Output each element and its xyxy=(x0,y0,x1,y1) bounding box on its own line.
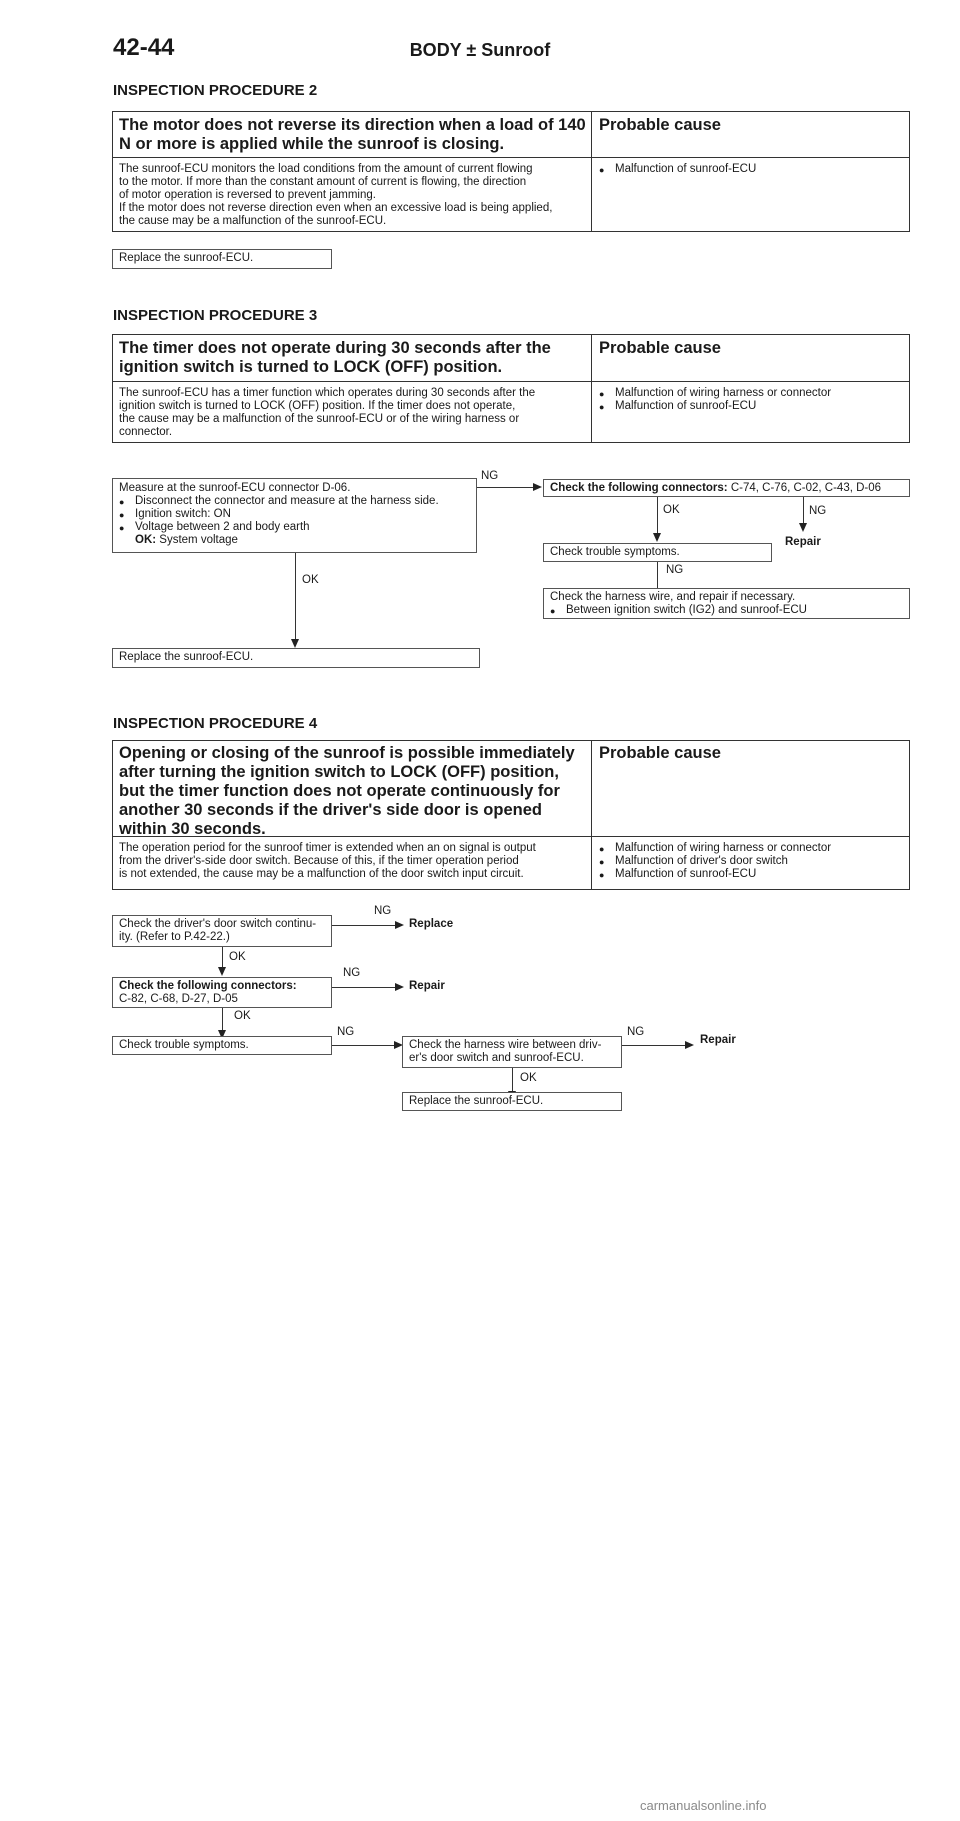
proc4-desc-line: from the driver's-side door switch. Because of this, if the timer operation period xyxy=(119,855,519,867)
proc4-cause-heading: Probable cause xyxy=(599,744,721,762)
proc4-check-door-box xyxy=(112,915,332,947)
proc4-desc-line: is not extended, the cause may be a malfunction of the door switch input circuit. xyxy=(119,868,524,880)
proc2-symptom-line1: The motor does not reverse its direction when a load of 140 xyxy=(119,116,586,134)
proc3-symptom xyxy=(119,339,589,377)
proc4-harness-line: er's door switch and sunroof-ECU. xyxy=(409,1052,584,1064)
proc3-harness-box xyxy=(543,588,910,619)
proc2-desc-line: the cause may be a malfunction of the sunroof-ECU. xyxy=(119,215,387,227)
proc4-check-conn-label: Check the following connectors: xyxy=(119,980,297,992)
proc3-harness-item: ● Between ignition switch (IG2) and sunroof-ECU xyxy=(550,604,903,617)
proc3-ok-label-1: OK xyxy=(663,504,680,516)
proc4-check-door-line: Check the driver's door switch continu- xyxy=(119,918,317,930)
proc3-ok-label-2: OK xyxy=(302,574,319,586)
proc4-ok-label-2: OK xyxy=(234,1010,251,1022)
proc3-symptom-line2: ignition switch is turned to LOCK (OFF) position. xyxy=(119,358,503,376)
proc4-symptom xyxy=(119,744,589,839)
proc4-causes xyxy=(599,842,904,881)
proc3-desc-line: ignition switch is turned to LOCK (OFF) position. If the timer does not operate, xyxy=(119,400,516,412)
proc2-symptom-line2: N or more is applied while the sunroof is closing. xyxy=(119,135,505,153)
proc3-measure-box xyxy=(112,478,477,553)
proc3-description xyxy=(119,387,589,439)
proc3-repair-label: Repair xyxy=(785,536,821,548)
proc3-measure-item: ● Ignition switch: ON xyxy=(119,508,470,521)
page-header xyxy=(0,40,960,61)
header-separator: ± xyxy=(466,40,477,60)
proc4-harness-box xyxy=(402,1036,622,1068)
proc3-check-trouble-box: Check trouble symptoms. xyxy=(543,543,772,562)
proc2-table xyxy=(112,111,910,232)
proc4-check-connectors-box xyxy=(112,977,332,1008)
proc2-causes xyxy=(599,163,899,176)
proc2-title: INSPECTION PROCEDURE 2 xyxy=(113,82,318,99)
proc4-check-trouble-box: Check trouble symptoms. xyxy=(112,1036,332,1055)
page-number: 42-44 xyxy=(113,34,175,61)
proc3-causes xyxy=(599,387,904,413)
footer-watermark[interactable]: carmanualsonline.info xyxy=(640,1798,767,1813)
proc4-cause-item: ● Malfunction of driver's door switch xyxy=(599,855,904,868)
proc3-measure-item: ● Voltage between 2 and body earth xyxy=(119,521,470,534)
proc4-harness-line: Check the harness wire between driv- xyxy=(409,1039,602,1051)
proc3-check-connectors-box xyxy=(543,479,910,497)
proc3-ng-label: NG xyxy=(481,470,499,482)
proc3-harness-line: Check the harness wire, and repair if necessary. xyxy=(550,591,796,603)
proc3-measure-title: Measure at the sunroof-ECU connector D-06. xyxy=(119,482,351,494)
proc3-replace-box: Replace the sunroof-ECU. xyxy=(112,648,480,668)
proc2-step-replace: Replace the sunroof-ECU. xyxy=(112,249,332,269)
proc2-desc-line: to the motor. If more than the constant amount of current is flowing, the direction xyxy=(119,176,527,188)
proc4-check-conn-value: C-82, C-68, D-27, D-05 xyxy=(119,993,238,1005)
proc4-desc-line: The operation period for the sunroof timer is extended when an on signal is output xyxy=(119,842,536,854)
proc4-ok-label-1: OK xyxy=(229,951,246,963)
proc3-title: INSPECTION PROCEDURE 3 xyxy=(113,307,318,324)
proc3-symptom-line1: The timer does not operate during 30 seconds after the xyxy=(119,339,551,357)
proc4-symptom-line: Opening or closing of the sunroof is possible immediately xyxy=(119,744,575,762)
proc4-table xyxy=(112,740,910,890)
proc4-replace-label: Replace xyxy=(409,918,454,930)
proc4-description xyxy=(119,842,589,881)
proc4-repair-label-1: Repair xyxy=(409,980,445,992)
proc3-desc-line: The sunroof-ECU has a timer function which operates during 30 seconds after the xyxy=(119,387,536,399)
proc4-symptom-line: within 30 seconds. xyxy=(119,820,266,838)
proc2-desc-line: The sunroof-ECU monitors the load conditions from the amount of current flowing xyxy=(119,163,533,175)
proc4-repair-label-2: Repair xyxy=(700,1034,736,1046)
proc4-ng-label-4: NG xyxy=(627,1026,645,1038)
proc4-symptom-line: but the timer function does not operate continuously for xyxy=(119,782,560,800)
proc4-ng-label-2: NG xyxy=(343,967,361,979)
proc4-ok-label-3: OK xyxy=(520,1072,537,1084)
proc3-measure-item: ● Disconnect the connector and measure at the harness side. xyxy=(119,495,470,508)
proc2-desc-line: If the motor does not reverse direction even when an excessive load is being applied, xyxy=(119,202,553,214)
proc4-replace-ecu-box: Replace the sunroof-ECU. xyxy=(402,1092,622,1111)
proc3-check-conn-value: C-74, C-76, C-02, C-43, D-06 xyxy=(730,482,882,494)
proc2-cause-item: ● Malfunction of sunroof-ECU xyxy=(599,163,899,176)
header-section: BODY xyxy=(409,40,462,60)
proc4-ng-label-1: NG xyxy=(374,905,392,917)
proc3-ng-label-2: NG xyxy=(809,505,827,517)
proc3-check-conn-label: Check the following connectors: xyxy=(550,482,728,494)
proc2-description xyxy=(119,163,589,228)
proc4-ng-label-3: NG xyxy=(337,1026,355,1038)
proc3-ok-label: OK: xyxy=(135,534,157,546)
proc3-desc-line: connector. xyxy=(119,426,173,438)
proc4-cause-item: ● Malfunction of wiring harness or connector xyxy=(599,842,904,855)
proc4-symptom-line: another 30 seconds if the driver's side door is opened xyxy=(119,801,542,819)
proc4-check-door-line: ity. (Refer to P.42-22.) xyxy=(119,931,230,943)
proc3-ok-value: System voltage xyxy=(159,534,238,546)
header-subsection: Sunroof xyxy=(481,40,551,60)
proc3-desc-line: the cause may be a malfunction of the sunroof-ECU or of the wiring harness or xyxy=(119,413,520,425)
proc4-cause-item: ● Malfunction of sunroof-ECU xyxy=(599,868,904,881)
proc2-desc-line: of motor operation is reversed to prevent jamming. xyxy=(119,189,376,201)
proc3-cause-item: ● Malfunction of sunroof-ECU xyxy=(599,400,904,413)
proc3-cause-heading: Probable cause xyxy=(599,339,721,357)
proc4-title: INSPECTION PROCEDURE 4 xyxy=(113,715,318,732)
proc2-cause-heading: Probable cause xyxy=(599,116,721,134)
proc3-cause-item: ● Malfunction of wiring harness or connector xyxy=(599,387,904,400)
proc3-table xyxy=(112,334,910,443)
proc3-ng-label-3: NG xyxy=(666,564,684,576)
proc4-symptom-line: after turning the ignition switch to LOCK (OFF) position, xyxy=(119,763,559,781)
proc2-symptom xyxy=(119,116,589,154)
